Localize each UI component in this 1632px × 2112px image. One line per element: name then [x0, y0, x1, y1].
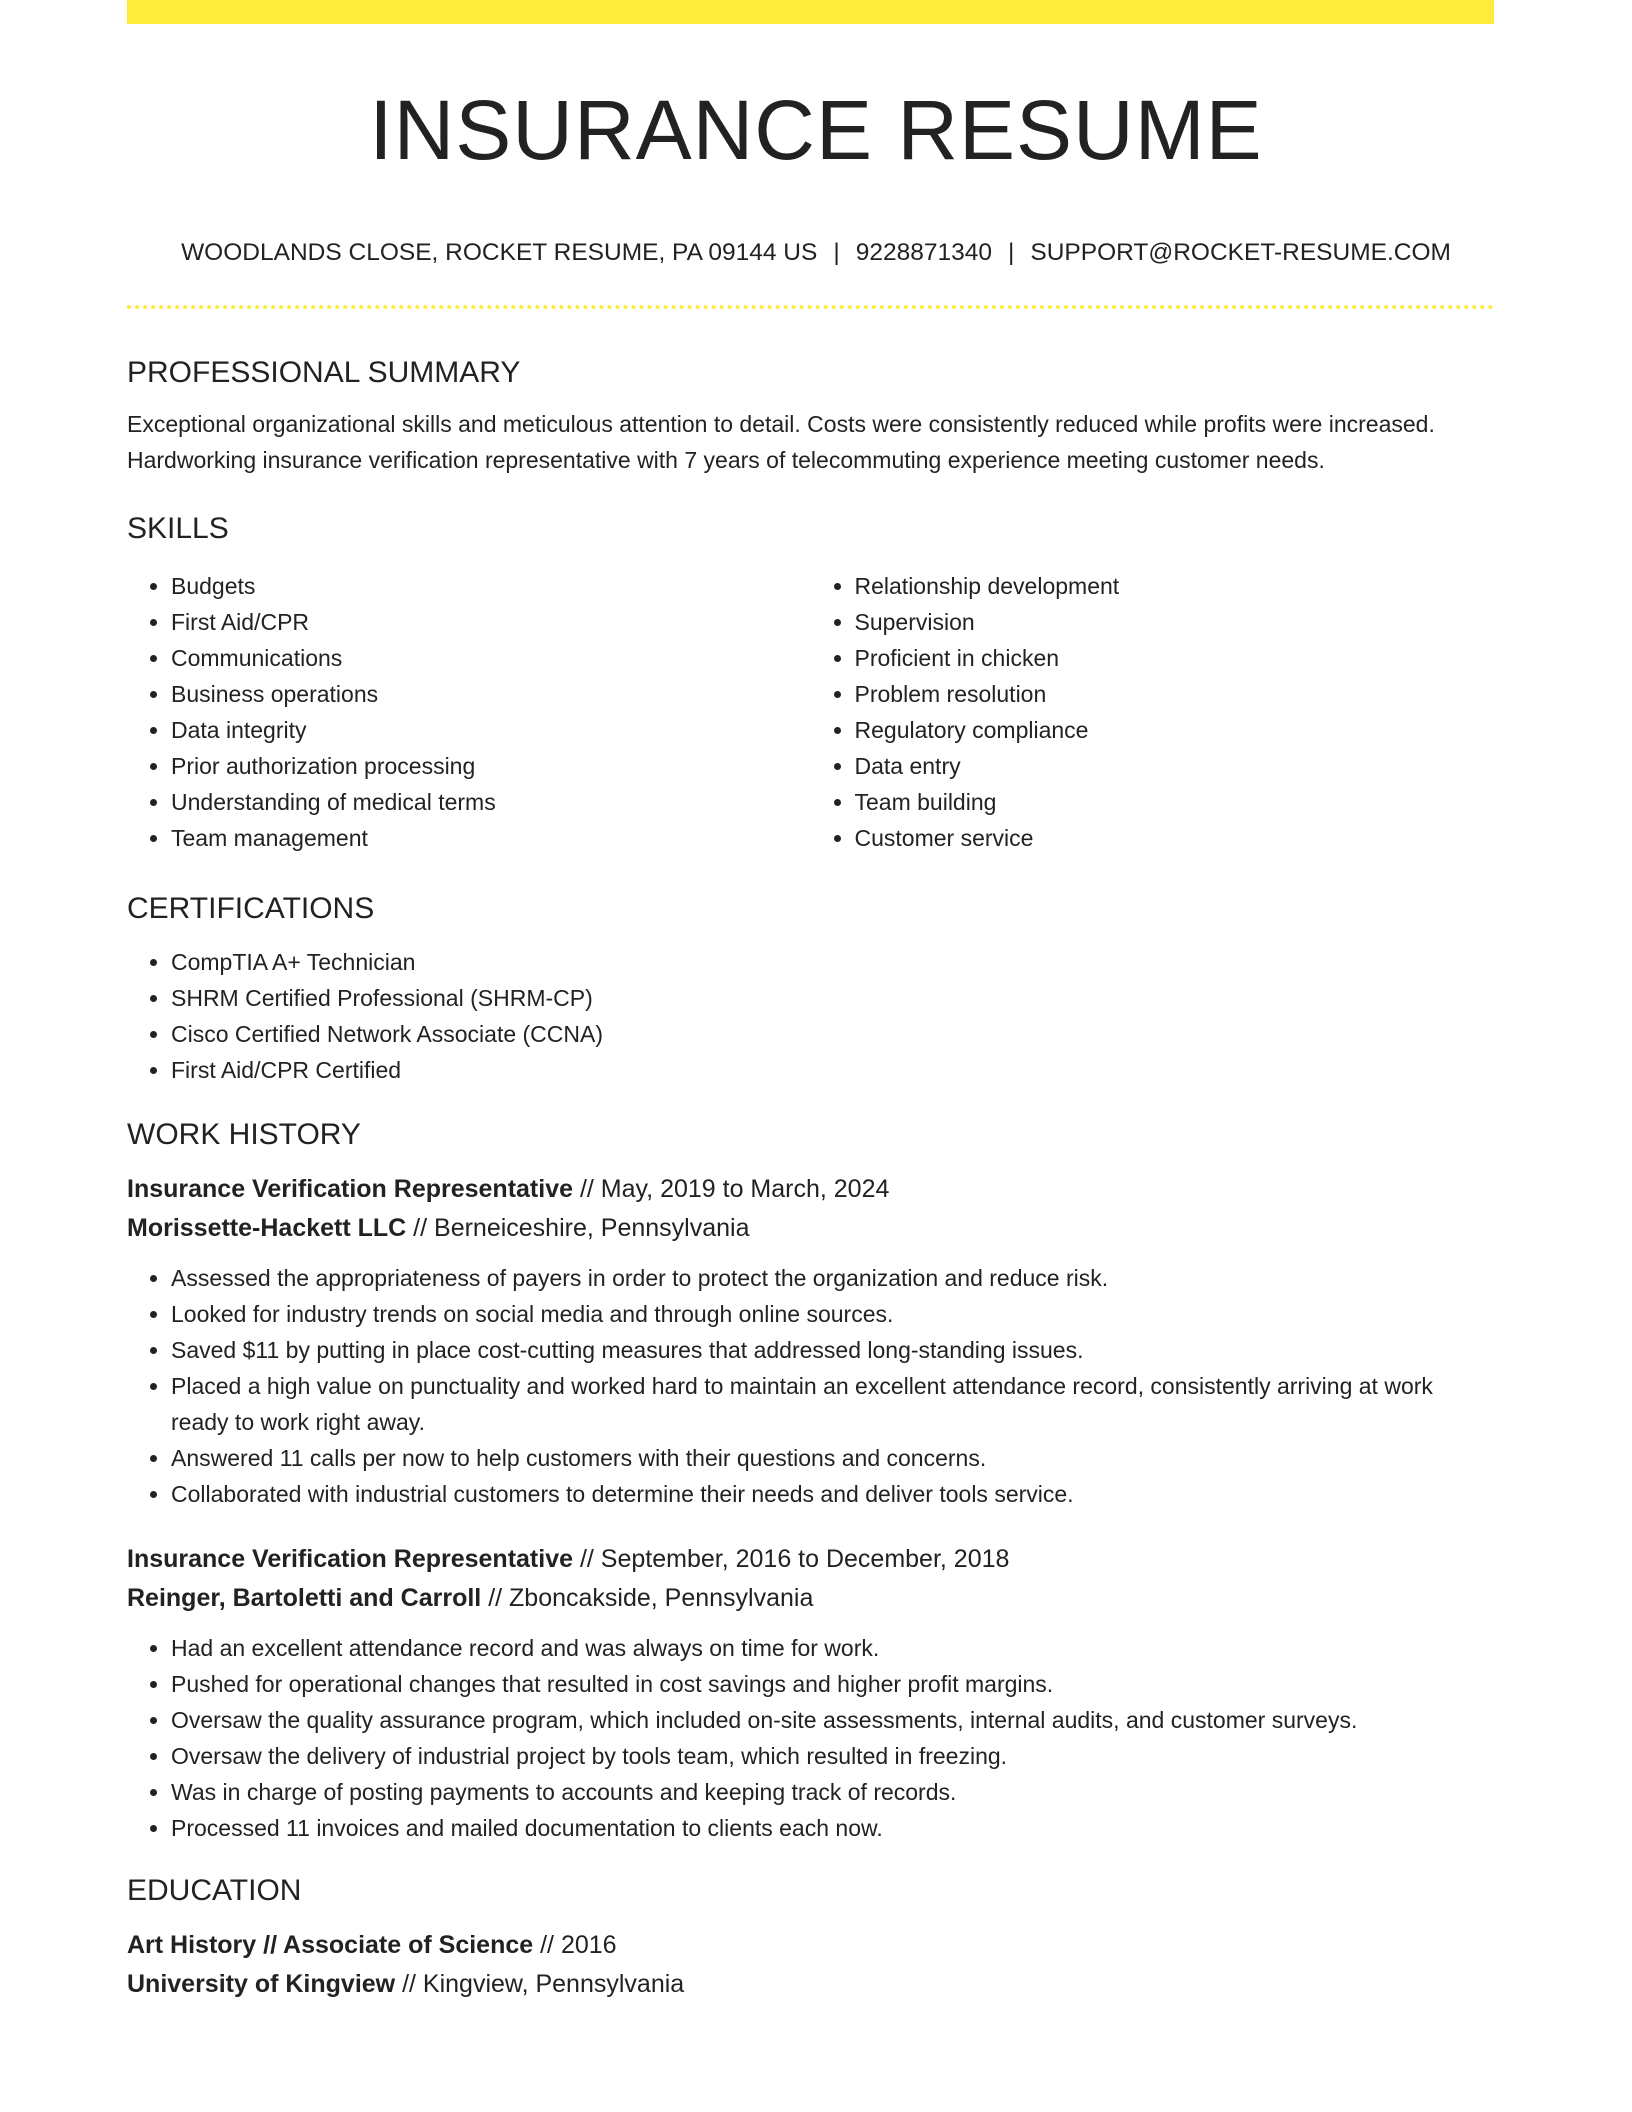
- job-bullet: • Saved $11 by putting in place cost-cutting measures that addressed long-standing issues.: [171, 1332, 1494, 1368]
- skills-right-list: [811, 568, 1495, 856]
- skill-item: • First Aid/CPR: [171, 604, 811, 640]
- education-school: University of Kingview: [127, 1970, 396, 1998]
- job-bullet: • Assessed the appropriateness of payers in order to protect the organization and reduce risk.: [171, 1260, 1494, 1296]
- contact-line: [0, 236, 1632, 270]
- skills-left-list: [127, 568, 811, 856]
- skill-item: • Problem resolution: [855, 676, 1495, 712]
- skill-item: • Business operations: [171, 676, 811, 712]
- skill-item: • Supervision: [855, 604, 1495, 640]
- certification-item: • Cisco Certified Network Associate (CCNA): [171, 1016, 1494, 1052]
- skill-item: • Proficient in chicken: [855, 640, 1495, 676]
- job-entry: [127, 1170, 1494, 1512]
- job-dates: // May, 2019 to March, 2024: [573, 1175, 890, 1203]
- job-title-line: [127, 1170, 1494, 1209]
- contact-address: WOODLANDS CLOSE, ROCKET RESUME, PA 09144 US: [181, 239, 818, 266]
- certification-item: • First Aid/CPR Certified: [171, 1052, 1494, 1088]
- education-entry: [127, 1926, 1494, 2004]
- skill-item: • Regulatory compliance: [855, 712, 1495, 748]
- education-heading: EDUCATION: [127, 1874, 302, 1907]
- job-location: // Zboncakside, Pennsylvania: [481, 1584, 814, 1612]
- job-bullet: • Pushed for operational changes that resulted in cost savings and higher profit margins.: [171, 1666, 1494, 1702]
- skill-item: • Understanding of medical terms: [171, 784, 811, 820]
- job-company: Morissette-Hackett LLC: [127, 1214, 407, 1242]
- resume-content: [127, 350, 1494, 2004]
- skill-item: • Communications: [171, 640, 811, 676]
- certification-item: • CompTIA A+ Technician: [171, 944, 1494, 980]
- contact-phone: 9228871340: [855, 239, 992, 266]
- skill-item: • Prior authorization processing: [171, 748, 811, 784]
- job-title: Insurance Verification Representative: [127, 1545, 574, 1573]
- job-bullet: • Oversaw the quality assurance program, which included on-site assessments, internal audits, and customer surveys.: [171, 1702, 1494, 1738]
- job-bullet: • Oversaw the delivery of industrial project by tools team, which resulted in freezing.: [171, 1738, 1494, 1774]
- summary-section: [127, 350, 1494, 478]
- skill-item: • Team management: [171, 820, 811, 856]
- education-school-line: [127, 1965, 1494, 2004]
- job-title-line: [127, 1540, 1494, 1579]
- summary-text: Exceptional organizational skills and meticulous attention to detail. Costs were consistently reduced while profits were increased. Hardworking insurance verification representative with 7 years of telecommuting experience meeting customer needs.: [127, 411, 1435, 473]
- work-history-section: [127, 1112, 1494, 1846]
- job-bullet: • Looked for industry trends on social media and through online sources.: [171, 1296, 1494, 1332]
- job-bullet: • Had an excellent attendance record and was always on time for work.: [171, 1630, 1494, 1666]
- certifications-heading: CERTIFICATIONS: [127, 892, 375, 925]
- contact-email: SUPPORT@ROCKET-RESUME.COM: [1030, 239, 1451, 266]
- contact-separator: |: [1008, 239, 1015, 266]
- job-title: Insurance Verification Representative: [127, 1175, 574, 1203]
- job-bullet: • Collaborated with industrial customers to determine their needs and deliver tools service.: [171, 1476, 1494, 1512]
- skill-item: • Relationship development: [855, 568, 1495, 604]
- job-bullet: • Answered 11 calls per now to help customers with their questions and concerns.: [171, 1440, 1494, 1476]
- top-accent-bar: [127, 0, 1494, 24]
- dotted-divider: [127, 305, 1494, 309]
- summary-heading: PROFESSIONAL SUMMARY: [127, 356, 521, 389]
- education-degree: Art History // Associate of Science: [127, 1931, 534, 1959]
- skills-section: [127, 506, 1494, 856]
- education-degree-line: [127, 1926, 1494, 1965]
- job-company-line: [127, 1579, 1494, 1618]
- skill-item: • Customer service: [855, 820, 1495, 856]
- contact-separator: |: [833, 239, 840, 266]
- education-year: // 2016: [533, 1931, 617, 1959]
- job-bullet: • Processed 11 invoices and mailed documentation to clients each now.: [171, 1810, 1494, 1846]
- skill-item: • Budgets: [171, 568, 811, 604]
- job-bullets: [127, 1630, 1494, 1846]
- job-bullet: • Was in charge of posting payments to accounts and keeping track of records.: [171, 1774, 1494, 1810]
- skill-item: • Data integrity: [171, 712, 811, 748]
- skill-item: • Team building: [855, 784, 1495, 820]
- job-dates: // September, 2016 to December, 2018: [573, 1545, 1010, 1573]
- certifications-list: [127, 944, 1494, 1088]
- skill-item: • Data entry: [855, 748, 1495, 784]
- job-company-line: [127, 1209, 1494, 1248]
- job-location: // Berneiceshire, Pennsylvania: [406, 1214, 750, 1242]
- work-history-heading: WORK HISTORY: [127, 1118, 361, 1151]
- skills-columns: [127, 568, 1494, 856]
- certification-item: • SHRM Certified Professional (SHRM-CP): [171, 980, 1494, 1016]
- job-company: Reinger, Bartoletti and Carroll: [127, 1584, 482, 1612]
- certifications-section: [127, 886, 1494, 1088]
- education-section: [127, 1868, 1494, 2004]
- job-bullet: • Placed a high value on punctuality and worked hard to maintain an excellent attendance record, consistently arriving at work ready to work right away.: [171, 1368, 1494, 1440]
- resume-title: INSURANCE RESUME: [369, 83, 1263, 177]
- education-location: // Kingview, Pennsylvania: [395, 1970, 685, 1998]
- skills-heading: SKILLS: [127, 512, 229, 545]
- job-bullets: [127, 1260, 1494, 1512]
- job-entry: [127, 1540, 1494, 1846]
